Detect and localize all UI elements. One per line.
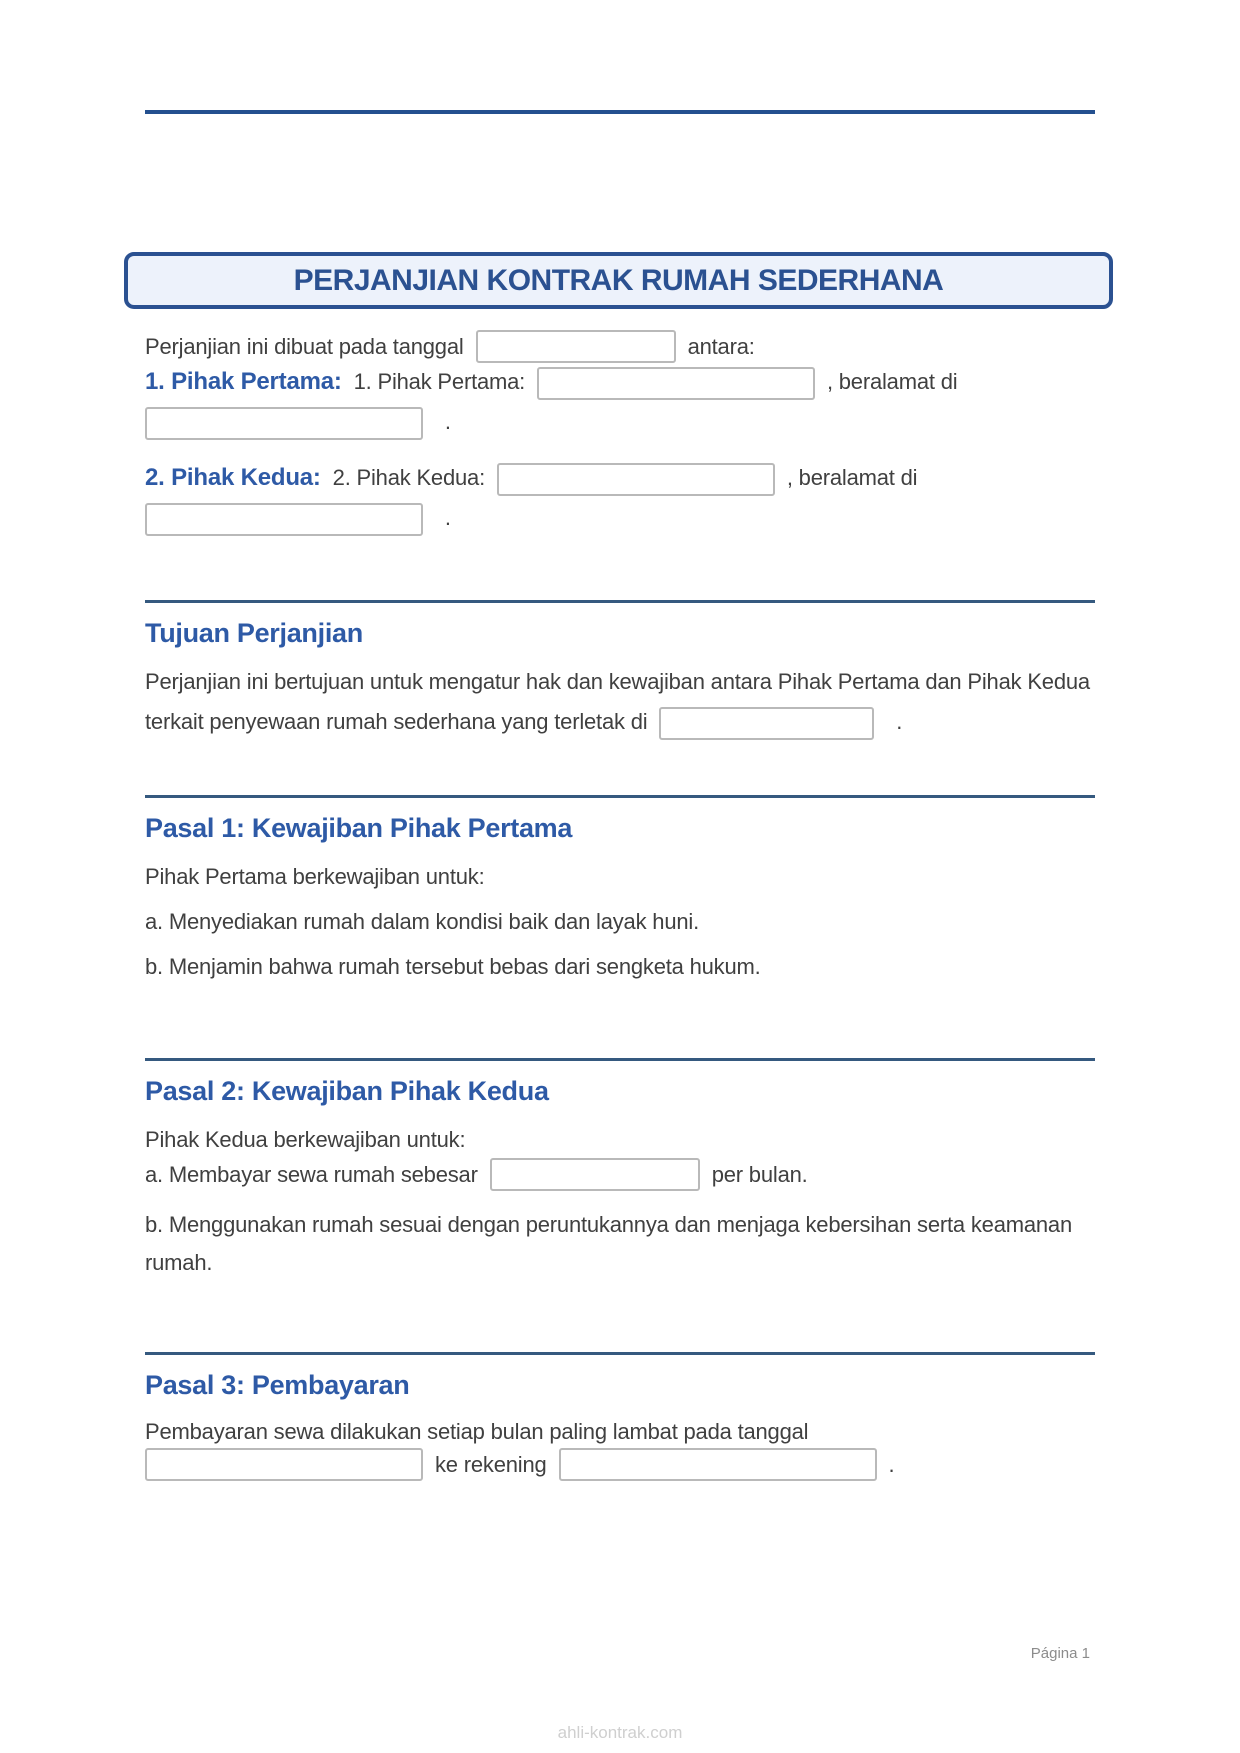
pasal3-heading: Pasal 3: Pembayaran xyxy=(145,1370,410,1400)
first-party-label: 1. Pihak Pertama: xyxy=(353,369,526,394)
section-divider-pasal2 xyxy=(145,1058,1095,1061)
first-party-name-input[interactable] xyxy=(537,367,815,400)
contract-date-input[interactable] xyxy=(476,330,676,363)
intro-text-after: antara: xyxy=(687,333,755,359)
pasal1-item-a: a. Menyediakan rumah dalam kondisi baik dan layak huni. xyxy=(145,909,699,934)
payment-date-input[interactable] xyxy=(145,1448,423,1481)
second-party-address-input[interactable] xyxy=(145,503,423,536)
page-number: Página 1 xyxy=(1030,1645,1090,1662)
second-party-name-input[interactable] xyxy=(497,463,775,496)
tujuan-heading: Tujuan Perjanjian xyxy=(145,618,363,648)
second-party-badge: 2. Pihak Kedua: xyxy=(145,464,321,491)
pasal2-item-a-before: a. Membayar sewa rumah sebesar xyxy=(145,1161,478,1187)
pasal2-item-b: b. Menggunakan rumah sesuai dengan peruntukannya dan menjaga kebersihan serta keamanan rumah. xyxy=(145,1212,1073,1275)
document-title: PERJANJIAN KONTRAK RUMAH SEDERHANA xyxy=(293,263,944,297)
document-title-box xyxy=(124,252,1113,309)
pasal2-item-a xyxy=(145,1158,1145,1191)
second-party-label: 2. Pihak Kedua: xyxy=(332,465,485,490)
second-party-after-name: , beralamat di xyxy=(786,465,918,490)
tujuan-text-before: Perjanjian ini bertujuan untuk mengatur hak dan kewajiban antara Pihak Pertama dan Pihak Kedua terkait penyewaan rumah sederhana yang terletak di xyxy=(145,669,1090,734)
pasal3-line1: Pembayaran sewa dilakukan setiap bulan paling lambat pada tanggal xyxy=(145,1419,809,1444)
pasal2-intro: Pihak Kedua berkewajiban untuk: xyxy=(145,1127,466,1152)
top-rule xyxy=(145,110,1095,114)
property-location-input[interactable] xyxy=(659,707,874,740)
pasal2-item-a-after: per bulan. xyxy=(711,1161,808,1187)
first-party-badge: 1. Pihak Pertama: xyxy=(145,368,342,395)
intro-line xyxy=(145,330,1145,363)
pasal1-heading: Pasal 1: Kewajiban Pihak Pertama xyxy=(145,813,573,843)
pasal3-mid-text: ke rekening xyxy=(435,1451,547,1477)
second-party-paragraph xyxy=(145,458,1095,538)
first-party-after-address: . xyxy=(444,409,451,434)
tujuan-paragraph xyxy=(145,662,1095,742)
intro-text-before: Perjanjian ini dibuat pada tanggal xyxy=(145,333,464,359)
tujuan-text-after: . xyxy=(896,709,903,734)
pasal1-item-b: b. Menjamin bahwa rumah tersebut bebas dari sengketa hukum. xyxy=(145,954,761,979)
pasal3-after-text: . xyxy=(888,1451,895,1477)
first-party-paragraph xyxy=(145,362,1095,442)
bank-account-input[interactable] xyxy=(559,1448,877,1481)
pasal1-intro: Pihak Pertama berkewajiban untuk: xyxy=(145,864,485,889)
first-party-address-input[interactable] xyxy=(145,407,423,440)
section-divider-tujuan xyxy=(145,600,1095,603)
pasal2-heading: Pasal 2: Kewajiban Pihak Kedua xyxy=(145,1076,549,1106)
rent-amount-input[interactable] xyxy=(490,1158,700,1191)
watermark: ahli-kontrak.com xyxy=(557,1723,683,1742)
section-divider-pasal3 xyxy=(145,1352,1095,1355)
pasal3-inputs-row xyxy=(145,1448,1145,1481)
second-party-after-address: . xyxy=(444,505,451,530)
section-divider-pasal1 xyxy=(145,795,1095,798)
first-party-after-name: , beralamat di xyxy=(826,369,958,394)
